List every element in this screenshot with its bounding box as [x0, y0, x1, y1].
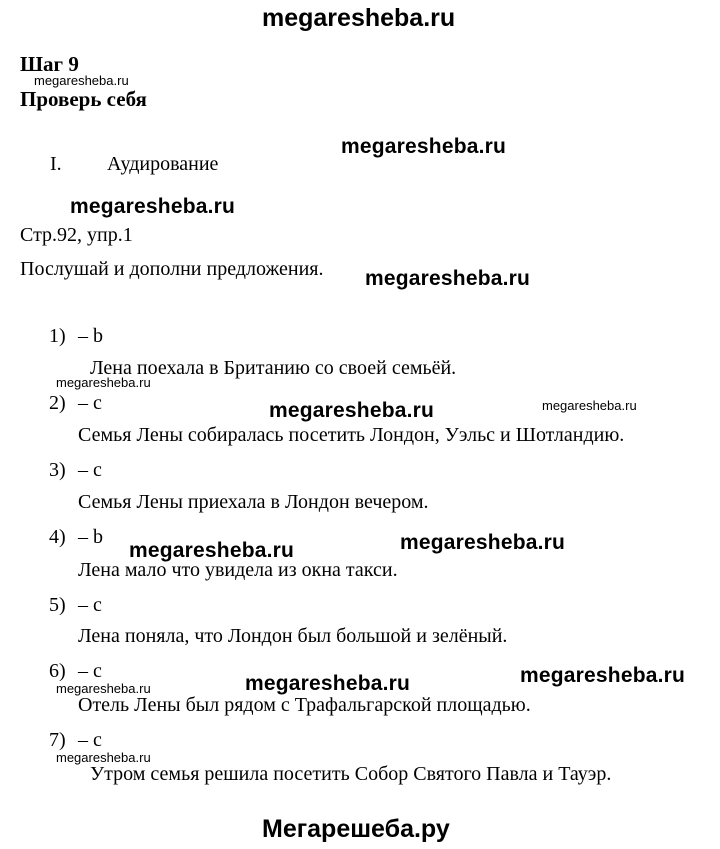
answer-sentence: Лена поняла, что Лондон был большой и зелёный.	[78, 625, 508, 647]
answer-number: 3)	[49, 459, 66, 481]
section-title: Аудирование	[107, 153, 219, 175]
answer-number: 7)	[49, 729, 66, 751]
step-heading: Шаг 9	[20, 52, 79, 76]
answer-letter: – c	[78, 729, 102, 751]
watermark-small: megaresheba.ru	[56, 375, 151, 390]
answer-letter: – b	[78, 325, 103, 347]
section-number: I.	[50, 153, 62, 175]
answer-number: 4)	[49, 526, 66, 548]
watermark-small: megaresheba.ru	[542, 398, 637, 413]
answer-letter: – c	[78, 594, 102, 616]
task-instruction: Послушай и дополни предложения.	[20, 258, 324, 280]
answer-letter: – c	[78, 392, 102, 414]
exercise-reference: Стр.92, упр.1	[20, 224, 133, 246]
answer-sentence: Утром семья решила посетить Собор Святого Павла и Тауэр.	[90, 763, 612, 785]
answer-number: 5)	[49, 594, 66, 616]
answer-letter: – b	[78, 526, 103, 548]
watermark-small: megaresheba.ru	[56, 750, 151, 765]
answer-sentence: Отель Лены был рядом с Трафальгарской площадью.	[78, 694, 531, 716]
answer-sentence: Лена поехала в Британию со своей семьёй.	[90, 357, 457, 379]
watermark-big: megaresheba.ru	[70, 195, 236, 218]
answer-letter: – c	[78, 660, 102, 682]
watermark-big: megaresheba.ru	[341, 135, 507, 158]
page-title: Проверь себя	[20, 87, 147, 111]
answer-sentence: Семья Лены собиралась посетить Лондон, Уэльс и Шотландию.	[78, 424, 625, 446]
answer-sentence: Семья Лены приехала в Лондон вечером.	[78, 491, 429, 513]
watermark-big: megaresheba.ru	[129, 539, 295, 562]
answer-letter: – c	[78, 459, 102, 481]
watermark-small: megaresheba.ru	[34, 73, 129, 88]
watermark-big: megaresheba.ru	[365, 267, 531, 290]
watermark-big: megaresheba.ru	[245, 672, 411, 695]
answer-number: 6)	[49, 660, 66, 682]
answer-number: 2)	[49, 392, 66, 414]
watermark-big: megaresheba.ru	[400, 531, 566, 554]
watermark-big: megaresheba.ru	[269, 399, 435, 422]
watermark-small: megaresheba.ru	[56, 681, 151, 696]
answer-sentence: Лена мало что увидела из окна такси.	[78, 559, 398, 581]
header-watermark: megaresheba.ru	[262, 4, 456, 32]
answer-number: 1)	[49, 325, 66, 347]
footer-watermark: Мегарешеба.ру	[262, 815, 450, 843]
watermark-big: megaresheba.ru	[520, 664, 686, 687]
